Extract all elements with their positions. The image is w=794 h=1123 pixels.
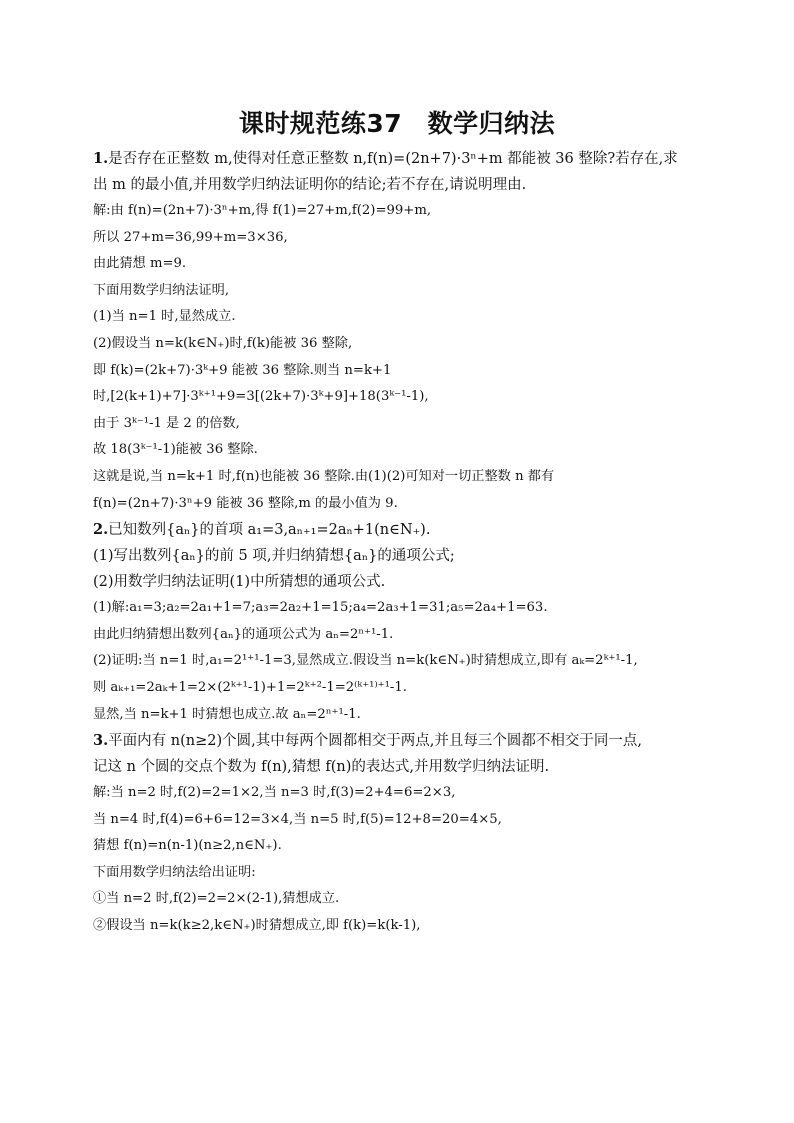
q1-solution-line: 下面用数学归纳法证明, (93, 282, 230, 298)
q2-solution-line: 由此归纳猜想出数列{aₙ}的通项公式为 aₙ=2ⁿ⁺¹-1. (93, 626, 394, 642)
q3-solution-line: 下面用数学归纳法给出证明: (93, 864, 256, 880)
q1-solution-line: 故 18(3ᵏ⁻¹-1)能被 36 整除. (93, 442, 258, 458)
q2-text-line-2: (1)写出数列{aₙ}的前 5 项,并归纳猜想{aₙ}的通项公式; (93, 548, 455, 565)
page-title: 课时规范练37 数学归纳法 (238, 109, 556, 138)
q1-solution-line: 即 f(k)=(2k+7)·3ᵏ+9 能被 36 整除.则当 n=k+1 (93, 362, 392, 378)
q2-solution-line: (2)证明:当 n=1 时,a₁=2¹⁺¹-1=3,显然成立.假设当 n=k(k∈N₊)时猜想成立,即有 aₖ=2ᵏ⁺¹-1, (93, 653, 638, 669)
q2-text-line-1: 2.已知数列{aₙ}的首项 a₁=3,aₙ₊₁=2aₙ+1(n∈N₊). (93, 521, 431, 539)
q1-solution-line: 由此猜想 m=9. (93, 256, 187, 272)
q2-solution-line: 显然,当 n=k+1 时猜想也成立.故 aₙ=2ⁿ⁺¹-1. (93, 706, 361, 722)
q1-text-line-1: 1.是否存在正整数 m,使得对任意正整数 n,f(n)=(2n+7)·3ⁿ+m 都能被 36 整除?若存在,求 (93, 150, 678, 167)
q2-solution-line: (1)解:a₁=3;a₂=2a₁+1=7;a₃=2a₂+1=15;a₄=2a₃+1=31;a₅=2a₄+1=63. (93, 600, 548, 616)
exercise-content (93, 146, 705, 940)
q3-solution-line: 解:当 n=2 时,f(2)=2=1×2,当 n=3 时,f(3)=2+4=6=2×3, (93, 785, 456, 801)
q3-solution-line: 猜想 f(n)=n(n-1)(n≥2,n∈N₊). (93, 838, 282, 854)
q3-text-line-2: 记这 n 个圆的交点个数为 f(n),猜想 f(n)的表达式,并用数学归纳法证明. (93, 759, 550, 776)
q1-solution-line: 这就是说,当 n=k+1 时,f(n)也能被 36 整除.由(1)(2)可知对一切正整数 n 都有 (93, 468, 555, 484)
q1-solution-line: (1)当 n=1 时,显然成立. (93, 309, 236, 325)
q1-solution-line: 解:由 f(n)=(2n+7)·3ⁿ+m,得 f(1)=27+m,f(2)=99+m, (93, 203, 432, 218)
q1-text-line-2: 出 m 的最小值,并用数学归纳法证明你的结论;若不存在,请说明理由. (93, 177, 527, 193)
q1-solution-line: 所以 27+m=36,99+m=3×36, (93, 229, 288, 245)
q2-text-line-3: (2)用数学归纳法证明(1)中所猜想的通项公式. (93, 574, 386, 591)
q3-solution-line: ①当 n=2 时,f(2)=2=2×(2-1),猜想成立. (93, 891, 340, 907)
q1-solution-line: f(n)=(2n+7)·3ⁿ+9 能被 36 整除,m 的最小值为 9. (93, 495, 398, 511)
q3-solution-line: 当 n=4 时,f(4)=6+6=12=3×4,当 n=5 时,f(5)=12+8=20=4×5, (93, 811, 502, 827)
q1-solution-line: 时,[2(k+1)+7]·3ᵏ⁺¹+9=3[(2k+7)·3ᵏ+9]+18(3ᵏ⁻¹-1), (93, 389, 429, 405)
q1-solution-line: (2)假设当 n=k(k∈N₊)时,f(k)能被 36 整除, (93, 335, 353, 351)
q2-solution-line: 则 aₖ₊₁=2aₖ+1=2×(2ᵏ⁺¹-1)+1=2ᵏ⁺²-1=2⁽ᵏ⁺¹⁾⁺¹-1. (93, 679, 407, 695)
q1-solution-line: 由于 3ᵏ⁻¹-1 是 2 的倍数, (93, 415, 240, 431)
q3-text-line-1: 3.平面内有 n(n≥2)个圆,其中每两个圆都相交于两点,并且每三个圆都不相交于同一点, (93, 732, 642, 750)
q3-solution-line: ②假设当 n=k(k≥2,k∈N₊)时猜想成立,即 f(k)=k(k-1), (93, 918, 421, 934)
